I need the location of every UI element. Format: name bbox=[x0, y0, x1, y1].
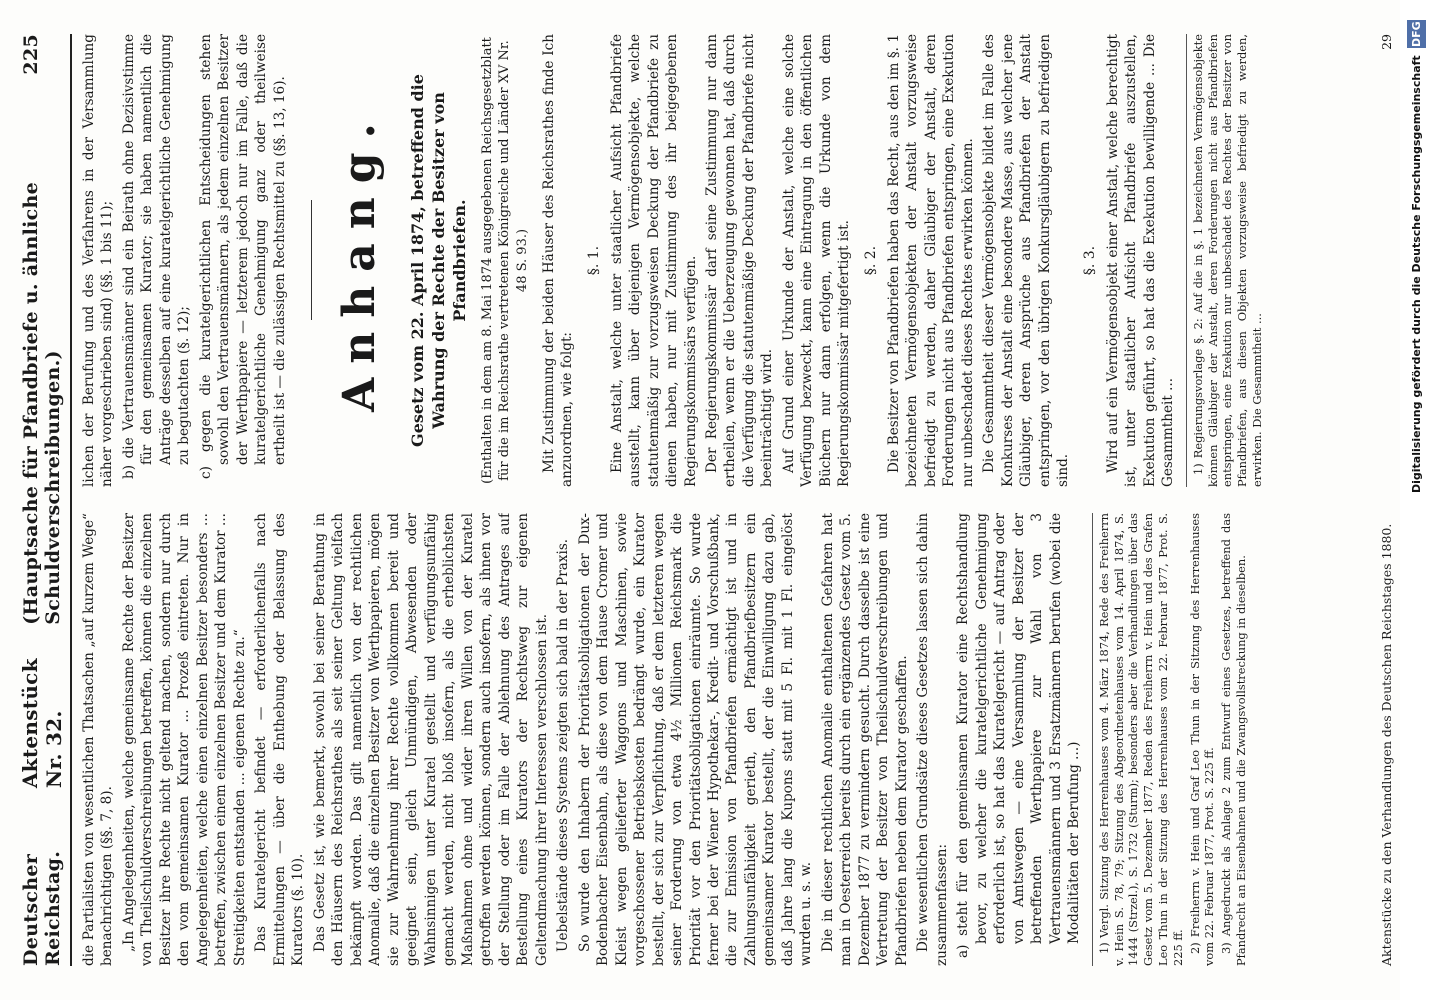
paragraph: Eine Anstalt, welche unter staatlicher Aufsicht Pfandbriefe ausstellt, kann über diejenigen Vermögensobjekte, welche statutenmäßig zur vorzugsweisen Deckung der Pfandbriefe zu dienen haben, nur mit Zustimmung des ihr beigegebenen Regierungskommissärs verfügen. bbox=[608, 34, 699, 487]
paragraph: Uebelstände dieses Systems zeigten sich bald in der Praxis. bbox=[555, 538, 572, 952]
paragraph: Die Besitzer von Pfandbriefen haben das Recht, aus den im §. 1 bezeichneten Vermögensobjekten der Anstalt vorzugsweise befriedigt zu werden, daher Gläubiger der Anstalt, deren Forderungen nicht aus Pfandbriefen entspringen, eine Exekution nur unbeschadet dieses Rechtes erwirken können. bbox=[885, 34, 976, 487]
paragraph: Das Kuratelgericht befindet — erforderlichenfalls nach Ermittelungen — über die Enthebung oder Belassung des Kurators (§. 10). bbox=[253, 513, 307, 966]
paragraph: So wurde den Inhabern der Prioritätsobligationen der Dux-Bodenbacher Eisenbahn, als diese von dem Hause Cromer und Kleist wegen gelieferter Waggons und Maschinen, sowie vorgeschossener Betriebskosten bedrängt wurde, ein Kurator bestellt, der sich zur Verpflichtung, daß er dem letzteren wegen seiner Forderung von etwa 4½ Millionen Reichsmark die Priorität vor den Prioritätsobligationen einräumte. So wurde ferner bei der Wiener Hypothekar-, Kredit- und Vorschußbank, die zur Emission von Pfandbriefen ermächtigt ist und in Zahlungsunfähigkeit gerieth, den Pfandbriefbesitzern ein gemeinsamer Kurator bestellt, der die Einwilligung dazu gab, daß Jahre lang die Kupons statt mit 5 Fl. mit 1 Fl. eingelöst wurden u. s. w. bbox=[576, 513, 815, 966]
paragraph: Die wesentlichen Grundsätze dieses Gesetzes lassen sich dahin zusammenfassen: bbox=[915, 513, 950, 966]
law-source-note: (Enthalten in dem am 8. Mai 1874 ausgegebenen Reichsgesetzblatt für die im Reichsrathe vertretenen Königreiche und Länder XV Nr. 48 S. 93.) bbox=[479, 37, 530, 484]
section-3-heading: §. 3. bbox=[1081, 245, 1098, 276]
footnotes-right bbox=[1186, 34, 1265, 487]
list-item-a: a) steht für den gemeinsamen Kurator eine Rechtshandlung bevor, zu welcher die kuratelgerichtliche Genehmigung erforderlich ist, so hat das Kuratelgericht — auf Antrag oder von Amtswegen — eine Versammlung der Besitzer der betreffenden Werthpapiere zur Wahl von 3 Vertrauensmännern und 3 Ersatzmännern berufen (wobei die Modalitäten der Berufung ...) bbox=[955, 513, 1083, 958]
footnote: 1) Vergl. Sitzung des Herrenhauses vom 4. März 1874, Rede des Freiherrn v. Hein S. 78, 79; Sitzung des Abgeordnetenhauses vom 14. April 1874, S. 1444 (Strzel.), S. 1732 (Sturm); besonders aber die Verhandlungen über das Gesetz vom 5. Dezember 1877, Reden des Freiherrn v. Hein und des Grafen Leo Thun in der Sitzung des Herrenhauses vom 22. Februar 1877, Prot. S. 225 ff. bbox=[1096, 513, 1185, 966]
left-column bbox=[80, 513, 1270, 966]
section-1-heading: §. 1. bbox=[585, 245, 602, 276]
footer-citation: Aktenstücke zu den Verhandlungen des Deutschen Reichstages 1880. bbox=[1379, 523, 1394, 966]
header-left: Deutscher Reichstag. bbox=[20, 850, 64, 966]
paragraph: lichen der Berufung und des Verfahrens in der Versammlung näher vorgeschrieben sind) (§§. 1 bis 11); bbox=[81, 34, 116, 487]
footnotes-left bbox=[1092, 513, 1249, 966]
paragraph: „In Angelegenheiten, welche gemeinsame Rechte der Besitzer von Theilschuldverschreibungen betreffen, können die einzelnen Besitzer ihre Rechte nicht geltend machen, sondern nur durch den vom gemeinsamen Kurator ... Prozeß eintreten. Nur in Angelegenheiten, welche einen einzelnen Besitzer besonders ... betreffen, zwischen einem einzelnen Besitzer und dem Kurator ... Streitigkeiten entstanden ... eigenen Rechte zu.“ bbox=[120, 513, 248, 966]
header-document-number: Aktenstück Nr. 32. bbox=[18, 658, 66, 789]
digitization-credit bbox=[1407, 20, 1426, 980]
law-title: Gesetz vom 22. April 1874, betreffend die Wahrung der Rechte der Besitzer von Pfandbriefen. bbox=[408, 74, 469, 447]
signature-mark: 29 bbox=[1379, 34, 1394, 50]
list-item-b: b) die Vertrauensmänner sind ein Beirath ohne Dezisivstimme für den gemeinsamen Kurator; sie haben namentlich die Anträge desselben auf eine kuratelgerichtliche Genehmigung zu begutachten (§. 12); bbox=[120, 34, 193, 479]
paragraph: Der Regierungskommissär darf seine Zustimmung nur dann ertheilen, wenn er die Ueberzeugung gewonnen hat, daß durch die Verfügung die statutenmäßige Deckung der Pfandbriefe nicht beeinträchtigt wird. bbox=[703, 34, 776, 487]
list-item-c: c) gegen die kuratelgerichtlichen Entscheidungen stehen sowohl den Vertrauensmännern, als jedem einzelnen Besitzer der Werthpapiere — letzterem jedoch nur im Falle, daß die kuratelgerichtliche Genehmigung ganz oder theilweise ertheilt ist — die zulässigen Rechtsmittel zu (§§. 13, 16). bbox=[197, 34, 288, 479]
footnote: 3) Angedruckt als Anlage 2 zum Entwurf eines Gesetzes, betreffend das Pfandrecht an Eisenbahnen und die Zwangsvollstreckung in dieselben. bbox=[1219, 513, 1249, 966]
header-subject: (Hauptsache für Pfandbriefe u. ähnliche Schuldverschreibungen.) bbox=[20, 182, 64, 625]
footnote: 2) Freiherrn v. Hein und Graf Leo Thun in der Sitzung des Herrenhauses vom 22. Februar 1877, Prot. S. 225 ff. bbox=[1187, 513, 1217, 966]
paragraph: Die Gesammtheit dieser Vermögensobjekte bildet im Falle des Konkurses der Anstalt eine besondere Masse, aus welcher jene Gläubiger, deren Ansprüche aus Pfandbriefen der Anstalt entspringen, vor den übrigen Konkursgläubigern zu befriedigen sind. bbox=[981, 34, 1072, 487]
paragraph: Die in dieser rechtlichen Anomalie enthaltenen Gefahren hat man in Oesterreich bereits durch ein ergänzendes Gesetz vom 5. Dezember 1877 zu vermindern gesucht. Durch dasselbe ist eine Vertretung der Besitzer von Theilschuldverschreibungen und Pfandbriefen neben dem Kurator geschaffen. bbox=[819, 513, 910, 966]
page-number: 225 bbox=[20, 34, 42, 75]
paragraph: Wird auf ein Vermögensobjekt einer Anstalt, welche berechtigt ist, unter staatlicher Aufsicht Pfandbriefe auszustellen, Exekution geführt, so hat das die Exekution bewilligende ... Die Gesammtheit ... bbox=[1104, 34, 1177, 487]
dfg-logo: DFG bbox=[1407, 20, 1426, 48]
paragraph: Mit Zustimmung der beiden Häuser des Reichsrathes finde Ich anzuordnen, wie folgt: bbox=[540, 34, 576, 487]
right-column bbox=[80, 34, 1270, 487]
paragraph: Das Gesetz ist, wie bemerkt, sowohl bei seiner Berathung in den Häusern des Reichsrathes als seit seiner Geltung vielfach bekämpft worden. Das gilt namentlich von der rechtlichen Anomalie, daß die einzelnen Besitzer von Werthpapieren, mögen sie zur Wahrnehmung ihrer Rechte vollkommen bereit und geeignet sein, gleich Unmündigen, Abwesenden oder Wahnsinnigen unter Kuratel gestellt und verfügungsunfähig gemacht werden, nicht bloß insofern, als die erheblichsten Maßnahmen ohne und wider ihren Willen von der Kuratel getroffen werden können, sondern auch insofern, als ihnen vor der Stellung oder im Falle der Ablehnung des Antrages auf Bestellung eines Kurators der Rechtsweg zur eigenen Geltendmachung ihrer Interessen verschlossen ist. bbox=[311, 513, 550, 966]
page-header bbox=[18, 34, 72, 966]
credit-text: Digitalisierung gefördert durch die Deutsche Forschungsgemeinschaft bbox=[1410, 55, 1423, 494]
appendix-heading: Anhang. bbox=[334, 109, 386, 412]
text-columns bbox=[80, 34, 1270, 966]
paragraph: die Partialisten von wesentlichen Thatsachen „auf kurzem Wege“ benachrichtigen (§§. 7, 8). bbox=[81, 513, 116, 966]
paragraph: Auf Grund einer Urkunde der Anstalt, welche eine solche Verfügung bezweckt, kann eine Eintragung in den öffentlichen Büchern nur dann erfolgen, wenn die Urkunde von dem Regierungskommissär mitgefertigt ist. bbox=[780, 34, 853, 487]
section-2-heading: §. 2. bbox=[862, 245, 879, 276]
divider bbox=[311, 201, 312, 321]
footnote: 1) Regierungsvorlage §. 2: Auf die in §. 1 bezeichneten Vermögensobjekte können Gläubiger der Anstalt, deren Forderungen nicht aus Pfandbriefen entspringen, eine Exekution nur unbeschadet des Rechtes der Besitzer von Pfandbriefen, aus diesen Objekten vorzugsweise befriedigt zu werden, erwirken. Die Gesammtheit ... bbox=[1190, 34, 1265, 487]
page-footer bbox=[1379, 34, 1394, 966]
